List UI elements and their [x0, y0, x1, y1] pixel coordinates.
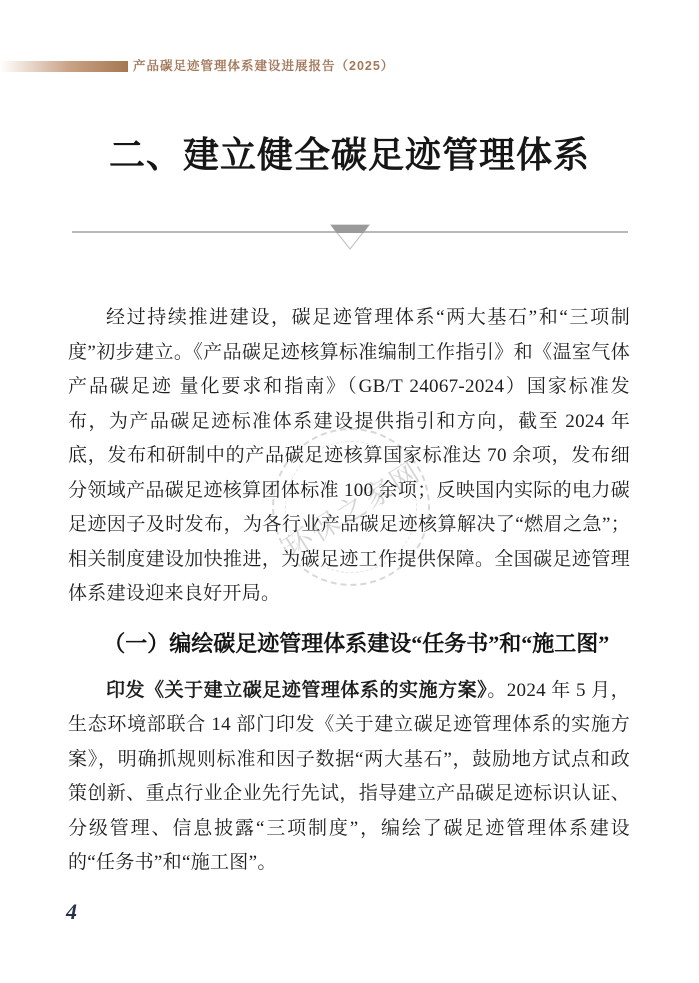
- divider-arrow-icon: [330, 224, 370, 251]
- paragraph-overview: 经过持续推进建设，碳足迹管理体系“两大基石”和“三项制度”初步建立。《产品碳足迹核算标准编制工作指引》和《温室气体 产品碳足迹 量化要求和指南》（GB/T 24067-2024）国家标准发布，为产品碳足迹标准体系建设提供指引和方向，截至 2024 年底，发布和研制中的产品碳足迹核算国家标准达 70 余项，发布细分领域产品碳足迹核算团体标准 100 余项；反映国内实际的电力碳足迹因子及时发布，为各行业产品碳足迹核算解决了“燃眉之急”；相关制度建设加快推进，为碳足迹工作提供保障。全国碳足迹管理体系建设迎来良好开局。: [68, 307, 630, 604]
- paragraph-bold-lead: 印发《关于建立碳足迹管理体系的实施方案》: [106, 679, 488, 701]
- chapter-title: 二、建立健全碳足迹管理体系: [108, 135, 590, 175]
- paragraph-implementation-plan: [68, 674, 630, 881]
- watermark-text: 环保之家网: [278, 455, 427, 564]
- running-header-title: 产品碳足迹管理体系建设进展报告（2025）: [133, 59, 395, 73]
- page-number: 4: [66, 899, 77, 924]
- body-content: [68, 301, 630, 881]
- section-1-heading: （一）编绘碳足迹管理体系建设“任务书”和“施工图”: [103, 630, 610, 656]
- header-gradient-bar: [0, 61, 128, 72]
- paragraph-rest: 。2024 年 5 月，生态环境部联合 14 部门印发《关于建立碳足迹管理体系的实施方案》，明确抓规则标准和因子数据“两大基石”，鼓励地方试点和政策创新、重点行业企业先行先试，指导建立产品碳足迹标识认证、分级管理、信息披露“三项制度”，编绘了碳足迹管理体系建设的“任务书”和“施工图”。: [68, 679, 630, 873]
